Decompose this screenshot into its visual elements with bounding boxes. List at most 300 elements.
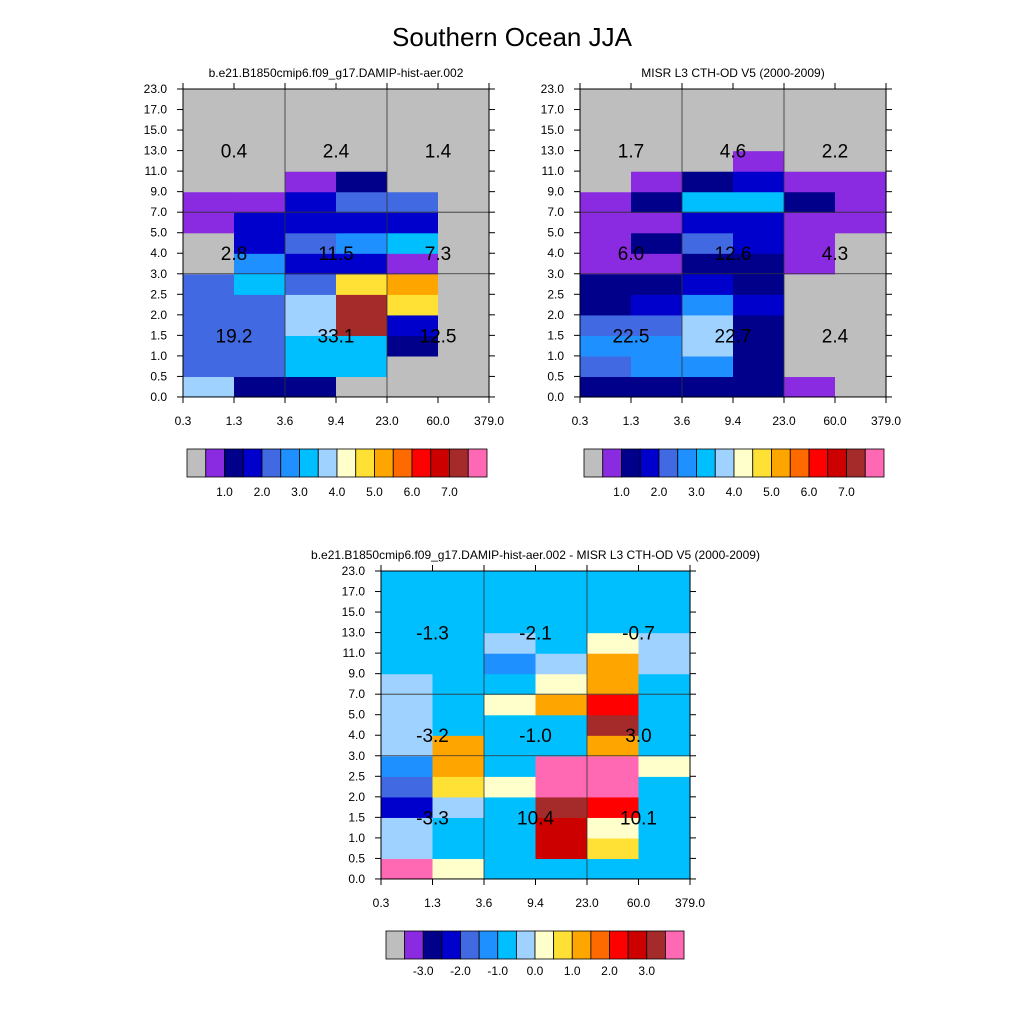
x-tick-label: 379.0: [674, 895, 706, 910]
heatmap-cell: [639, 571, 691, 592]
cell-annotation: 19.2: [215, 326, 253, 348]
cell-annotation: -3.3: [416, 808, 449, 830]
colorbar-swatch: [697, 449, 716, 477]
heatmap-cell: [285, 171, 337, 192]
heatmap-cell: [433, 674, 485, 695]
heatmap-cell: [536, 838, 588, 859]
x-tick-label: 0.3: [174, 413, 192, 428]
heatmap-cell: [733, 212, 785, 233]
x-tick-label: 9.4: [327, 413, 345, 428]
heatmap-cell: [580, 356, 632, 377]
panel-1: [144, 66, 505, 499]
heatmap-cell: [580, 376, 632, 397]
cell-annotation: 22.7: [714, 326, 752, 348]
heatmap-cell: [580, 89, 632, 110]
heatmap-cell: [835, 192, 887, 213]
y-tick-label: 2.0: [150, 307, 167, 322]
x-tick-label: 23.0: [375, 413, 399, 428]
colorbar-swatch: [262, 449, 281, 477]
colorbar-label: -3.0: [412, 964, 434, 978]
y-tick-label: 1.5: [547, 328, 564, 343]
heatmap-cell: [438, 212, 490, 233]
panel-2: [541, 66, 902, 499]
colorbar-swatch: [412, 449, 431, 477]
colorbar-label: 6.0: [403, 485, 421, 499]
colorbar-swatch: [535, 931, 554, 959]
heatmap-cell: [587, 694, 639, 715]
cell-annotation: 0.4: [220, 141, 248, 163]
y-tick-label: 15.0: [143, 123, 167, 138]
heatmap-cell: [835, 376, 887, 397]
heatmap-cell: [835, 110, 887, 131]
x-tick-label: 60.0: [626, 895, 651, 910]
heatmap-cell: [336, 171, 388, 192]
heatmap-cell: [784, 171, 836, 192]
colorbar-swatch: [715, 449, 734, 477]
x-tick-label: 60.0: [426, 413, 450, 428]
cell-annotation: -2.1: [519, 623, 552, 645]
y-tick-label: 7.0: [547, 205, 564, 220]
panel-title: MISR L3 CTH-OD V5 (2000-2009): [641, 66, 825, 80]
heatmap-cell: [438, 356, 490, 377]
y-tick-label: 5.0: [547, 225, 564, 240]
colorbar-label: 1.0: [613, 485, 630, 499]
y-tick-label: 1.5: [348, 810, 365, 825]
heatmap-cell: [336, 89, 388, 110]
heatmap-cell: [639, 858, 691, 879]
heatmap-cell: [631, 274, 683, 295]
cell-annotation: 3.0: [625, 726, 652, 748]
colorbar-swatch: [442, 931, 461, 959]
y-tick-label: 2.5: [348, 769, 365, 784]
heatmap-cell: [387, 274, 439, 295]
heatmap-cell: [536, 694, 588, 715]
y-tick-label: 13.0: [341, 625, 365, 640]
heatmap-cell: [484, 674, 536, 695]
heatmap-cell: [438, 192, 490, 213]
heatmap-cell: [433, 694, 485, 715]
x-tick-label: 0.3: [372, 895, 390, 910]
heatmap-cell: [438, 376, 490, 397]
cell-annotation: 2.8: [220, 244, 248, 266]
y-tick-label: 17.0: [341, 584, 365, 599]
heatmap-cell: [285, 274, 337, 295]
heatmap-cell: [639, 653, 691, 674]
colorbar-swatch: [393, 449, 412, 477]
colorbar-swatch: [554, 931, 573, 959]
heatmap-cell: [733, 356, 785, 377]
heatmap-cell: [433, 756, 485, 777]
heatmap-cell: [234, 274, 286, 295]
heatmap-cell: [387, 376, 439, 397]
colorbar-swatch: [405, 931, 424, 959]
y-tick-label: 1.0: [547, 348, 564, 363]
heatmap-cell: [580, 274, 632, 295]
heatmap-cell: [733, 171, 785, 192]
heatmap-cell: [234, 89, 286, 110]
heatmap-cell: [484, 756, 536, 777]
heatmap-cell: [183, 376, 235, 397]
y-tick-label: 17.0: [143, 102, 167, 117]
y-tick-label: 13.0: [540, 143, 564, 158]
y-tick-label: 3.0: [547, 266, 564, 281]
cell-annotation: 2.4: [322, 141, 350, 163]
colorbar-swatch: [610, 931, 629, 959]
heatmap-cell: [234, 192, 286, 213]
heatmap-cell: [234, 376, 286, 397]
heatmap-cell: [733, 110, 785, 131]
y-tick-label: 0.5: [348, 851, 365, 866]
colorbar-swatch: [423, 931, 442, 959]
heatmap-cell: [784, 294, 836, 315]
heatmap-cell: [733, 89, 785, 110]
heatmap-cell: [433, 776, 485, 797]
heatmap-cell: [387, 356, 439, 377]
colorbar-swatch: [375, 449, 394, 477]
heatmap-cell: [835, 171, 887, 192]
heatmap-cell: [484, 776, 536, 797]
colorbar-label: 4.0: [725, 485, 743, 499]
heatmap-cell: [381, 592, 433, 613]
heatmap-cell: [682, 192, 734, 213]
colorbar-swatch: [628, 931, 647, 959]
colorbar-swatch: [734, 449, 753, 477]
heatmap-cell: [336, 376, 388, 397]
y-tick-label: 1.0: [348, 830, 365, 845]
heatmap-cell: [336, 110, 388, 131]
heatmap-cell: [387, 212, 439, 233]
heatmap-cell: [631, 110, 683, 131]
heatmap-cell: [285, 212, 337, 233]
colorbar-label: 6.0: [800, 485, 818, 499]
y-tick-label: 9.0: [348, 666, 365, 681]
heatmap-cell: [631, 294, 683, 315]
colorbar-swatch: [591, 931, 610, 959]
heatmap-cell: [381, 838, 433, 859]
cell-annotation: 12.5: [419, 326, 457, 348]
colorbar-swatch: [572, 931, 591, 959]
heatmap-cell: [587, 756, 639, 777]
heatmap-cell: [639, 694, 691, 715]
y-tick-label: 23.0: [540, 82, 564, 96]
y-tick-label: 15.0: [341, 605, 365, 620]
cell-annotation: 10.1: [620, 808, 657, 830]
colorbar-label: 3.0: [638, 964, 656, 978]
colorbar-label: 7.0: [441, 485, 458, 499]
colorbar-swatch: [225, 449, 244, 477]
panel-title: b.e21.B1850cmip6.f09_g17.DAMIP-hist-aer.002 - MISR L3 CTH-OD V5 (2000-2009): [311, 548, 760, 562]
colorbar-label: 5.0: [366, 485, 383, 499]
heatmap-cell: [536, 674, 588, 695]
heatmap-cell: [639, 838, 691, 859]
heatmap-cell: [285, 89, 337, 110]
y-tick-label: 2.0: [547, 307, 564, 322]
colorbar-label: 3.0: [291, 485, 308, 499]
heatmap-cell: [784, 110, 836, 131]
colorbar-label: 4.0: [328, 485, 346, 499]
heatmap-cell: [183, 294, 235, 315]
cell-annotation: 4.3: [821, 244, 849, 266]
heatmap-cell: [631, 212, 683, 233]
heatmap-cell: [234, 212, 286, 233]
heatmap-cell: [580, 212, 632, 233]
heatmap-cell: [381, 694, 433, 715]
heatmap-cell: [631, 376, 683, 397]
y-tick-label: 0.5: [547, 369, 564, 384]
heatmap-cell: [183, 356, 235, 377]
colorbar-swatch: [659, 449, 678, 477]
y-tick-label: 7.0: [150, 205, 167, 220]
y-tick-label: 11.0: [541, 164, 564, 179]
heatmap-cell: [484, 858, 536, 879]
x-tick-label: 379.0: [870, 413, 902, 428]
panel-3: [311, 548, 760, 978]
colorbar-label: -2.0: [450, 964, 471, 978]
heatmap-cell: [682, 89, 734, 110]
heatmap-cell: [381, 756, 433, 777]
cell-annotation: 6.0: [617, 244, 645, 266]
x-tick-label: 1.3: [424, 895, 441, 910]
heatmap-cell: [387, 171, 439, 192]
heatmap-cell: [336, 356, 388, 377]
heatmap-cell: [580, 171, 632, 192]
heatmap-cell: [682, 356, 734, 377]
colorbar-swatch: [300, 449, 319, 477]
heatmap-cell: [285, 192, 337, 213]
heatmap-cell: [536, 756, 588, 777]
colorbar-label: 2.0: [650, 485, 668, 499]
colorbar-label: -1.0: [487, 964, 509, 978]
y-tick-label: 5.0: [150, 225, 167, 240]
heatmap-cell: [438, 294, 490, 315]
heatmap-cell: [682, 171, 734, 192]
heatmap-cell: [433, 858, 485, 879]
heatmap-cell: [835, 356, 887, 377]
colorbar-swatch: [809, 449, 828, 477]
colorbar-swatch: [206, 449, 225, 477]
heatmap-cell: [183, 89, 235, 110]
y-tick-label: 5.0: [348, 707, 365, 722]
panels: [144, 66, 902, 978]
y-tick-label: 23.0: [143, 82, 167, 96]
heatmap-cell: [484, 653, 536, 674]
heatmap-cell: [784, 212, 836, 233]
cell-annotation: 2.4: [821, 326, 849, 348]
colorbar-label: 2.0: [253, 485, 271, 499]
heatmap-cell: [784, 89, 836, 110]
y-tick-label: 9.0: [547, 184, 564, 199]
x-tick-label: 9.4: [527, 895, 544, 910]
heatmap-cell: [381, 674, 433, 695]
heatmap-cell: [484, 838, 536, 859]
x-tick-label: 0.3: [571, 413, 589, 428]
heatmap-cell: [631, 356, 683, 377]
cell-annotation: -0.7: [622, 623, 655, 645]
colorbar-label: 3.0: [688, 485, 705, 499]
colorbar-label: 1.0: [216, 485, 233, 499]
heatmap-cell: [484, 694, 536, 715]
heatmap-cell: [336, 212, 388, 233]
colorbar-swatch: [431, 449, 450, 477]
x-tick-label: 3.6: [475, 895, 493, 910]
y-tick-label: 0.5: [150, 369, 167, 384]
heatmap-cell: [639, 756, 691, 777]
cell-annotation: -1.3: [416, 623, 449, 645]
x-tick-label: 3.6: [673, 413, 691, 428]
x-tick-label: 3.6: [276, 413, 294, 428]
y-tick-label: 4.0: [547, 246, 564, 261]
y-tick-label: 4.0: [150, 246, 167, 261]
heatmap-cell: [835, 89, 887, 110]
colorbar-swatch: [243, 449, 262, 477]
cell-annotation: 1.7: [617, 141, 645, 163]
cell-annotation: -3.2: [416, 726, 449, 748]
colorbar-swatch: [187, 449, 206, 477]
heatmap-cell: [438, 89, 490, 110]
heatmap-cell: [438, 110, 490, 131]
panel-title: b.e21.B1850cmip6.f09_g17.DAMIP-hist-aer.002: [208, 66, 464, 80]
colorbar-swatch: [386, 931, 405, 959]
colorbar-swatch: [753, 449, 772, 477]
heatmap-cell: [682, 294, 734, 315]
heatmap-cell: [381, 571, 433, 592]
heatmap-cell: [733, 294, 785, 315]
heatmap-cell: [587, 592, 639, 613]
heatmap-cell: [682, 376, 734, 397]
colorbar-label: 1.0: [563, 964, 581, 978]
y-tick-label: 2.5: [150, 287, 167, 302]
colorbar-swatch: [847, 449, 866, 477]
colorbar-swatch: [622, 449, 641, 477]
heatmap-cell: [336, 294, 388, 315]
colorbar-swatch: [640, 449, 659, 477]
y-tick-label: 7.0: [348, 687, 365, 702]
colorbar-swatch: [356, 449, 375, 477]
x-tick-label: 23.0: [575, 895, 599, 910]
heatmap-cell: [387, 110, 439, 131]
y-tick-label: 15.0: [540, 123, 564, 138]
colorbar-swatch: [790, 449, 809, 477]
y-tick-label: 3.0: [348, 748, 365, 763]
colorbar-swatch: [665, 931, 684, 959]
y-tick-label: 23.0: [341, 564, 365, 578]
heatmap-cell: [784, 192, 836, 213]
colorbar-swatch: [468, 449, 487, 477]
y-tick-label: 0.0: [348, 871, 365, 886]
heatmap-cell: [484, 592, 536, 613]
colorbar-swatch: [461, 931, 480, 959]
figure-title: Southern Ocean JJA: [392, 22, 632, 52]
heatmap-cell: [234, 110, 286, 131]
y-tick-label: 17.0: [540, 102, 564, 117]
heatmap-cell: [587, 674, 639, 695]
heatmap-cell: [387, 294, 439, 315]
y-tick-label: 11.0: [144, 164, 167, 179]
y-tick-label: 0.0: [150, 389, 167, 404]
heatmap-cell: [433, 592, 485, 613]
heatmap-cell: [183, 212, 235, 233]
heatmap-cell: [536, 776, 588, 797]
colorbar-swatch: [516, 931, 535, 959]
cell-annotation: 12.6: [714, 244, 752, 266]
x-tick-label: 60.0: [823, 413, 847, 428]
y-tick-label: 0.0: [547, 389, 564, 404]
colorbar-label: 7.0: [838, 485, 855, 499]
cell-annotation: 7.3: [424, 244, 452, 266]
heatmap-cell: [835, 274, 887, 295]
heatmap-cell: [631, 171, 683, 192]
heatmap-cell: [536, 571, 588, 592]
colorbar-swatch: [603, 449, 622, 477]
heatmap-cell: [784, 356, 836, 377]
colorbar-label: 0.0: [526, 964, 544, 978]
heatmap-cell: [639, 592, 691, 613]
colorbar-swatch: [865, 449, 884, 477]
colorbar-swatch: [678, 449, 697, 477]
colorbar-swatch: [647, 931, 666, 959]
heatmap-cell: [183, 274, 235, 295]
colorbar-swatch: [337, 449, 356, 477]
colorbar-swatch: [828, 449, 847, 477]
heatmap-cell: [183, 110, 235, 131]
y-tick-label: 11.0: [342, 646, 365, 661]
heatmap-cell: [784, 274, 836, 295]
y-tick-label: 9.0: [150, 184, 167, 199]
colorbar-swatch: [772, 449, 791, 477]
cell-annotation: -1.0: [519, 726, 552, 748]
colorbar-swatch: [281, 449, 300, 477]
y-tick-label: 2.5: [547, 287, 564, 302]
cell-annotation: 4.6: [719, 141, 747, 163]
heatmap-cell: [183, 192, 235, 213]
heatmap-cell: [381, 776, 433, 797]
heatmap-cell: [234, 294, 286, 315]
heatmap-cell: [733, 376, 785, 397]
x-tick-label: 23.0: [772, 413, 796, 428]
heatmap-cell: [587, 571, 639, 592]
colorbar-swatch: [318, 449, 337, 477]
heatmap-cell: [587, 858, 639, 879]
heatmap-cell: [587, 653, 639, 674]
heatmap-cell: [381, 858, 433, 879]
heatmap-cell: [183, 171, 235, 192]
heatmap-cell: [234, 356, 286, 377]
heatmap-cell: [587, 838, 639, 859]
y-tick-label: 1.5: [150, 328, 167, 343]
heatmap-cell: [285, 294, 337, 315]
cell-annotation: 22.5: [612, 326, 650, 348]
heatmap-cell: [639, 674, 691, 695]
colorbar-label: 5.0: [763, 485, 780, 499]
cell-annotation: 10.4: [517, 808, 554, 830]
x-tick-label: 379.0: [473, 413, 505, 428]
colorbar-swatch: [450, 449, 469, 477]
cell-annotation: 33.1: [317, 326, 355, 348]
cell-annotation: 1.4: [424, 141, 452, 163]
colorbar-swatch: [498, 931, 517, 959]
heatmap-cell: [484, 571, 536, 592]
cell-annotation: 2.2: [821, 141, 849, 163]
heatmap-cell: [536, 858, 588, 879]
heatmap-cell: [580, 192, 632, 213]
colorbar-swatch: [584, 449, 603, 477]
heatmap-cell: [433, 838, 485, 859]
heatmap-cell: [536, 592, 588, 613]
heatmap-cell: [639, 776, 691, 797]
heatmap-cell: [580, 110, 632, 131]
heatmap-cell: [580, 294, 632, 315]
heatmap-cell: [285, 356, 337, 377]
